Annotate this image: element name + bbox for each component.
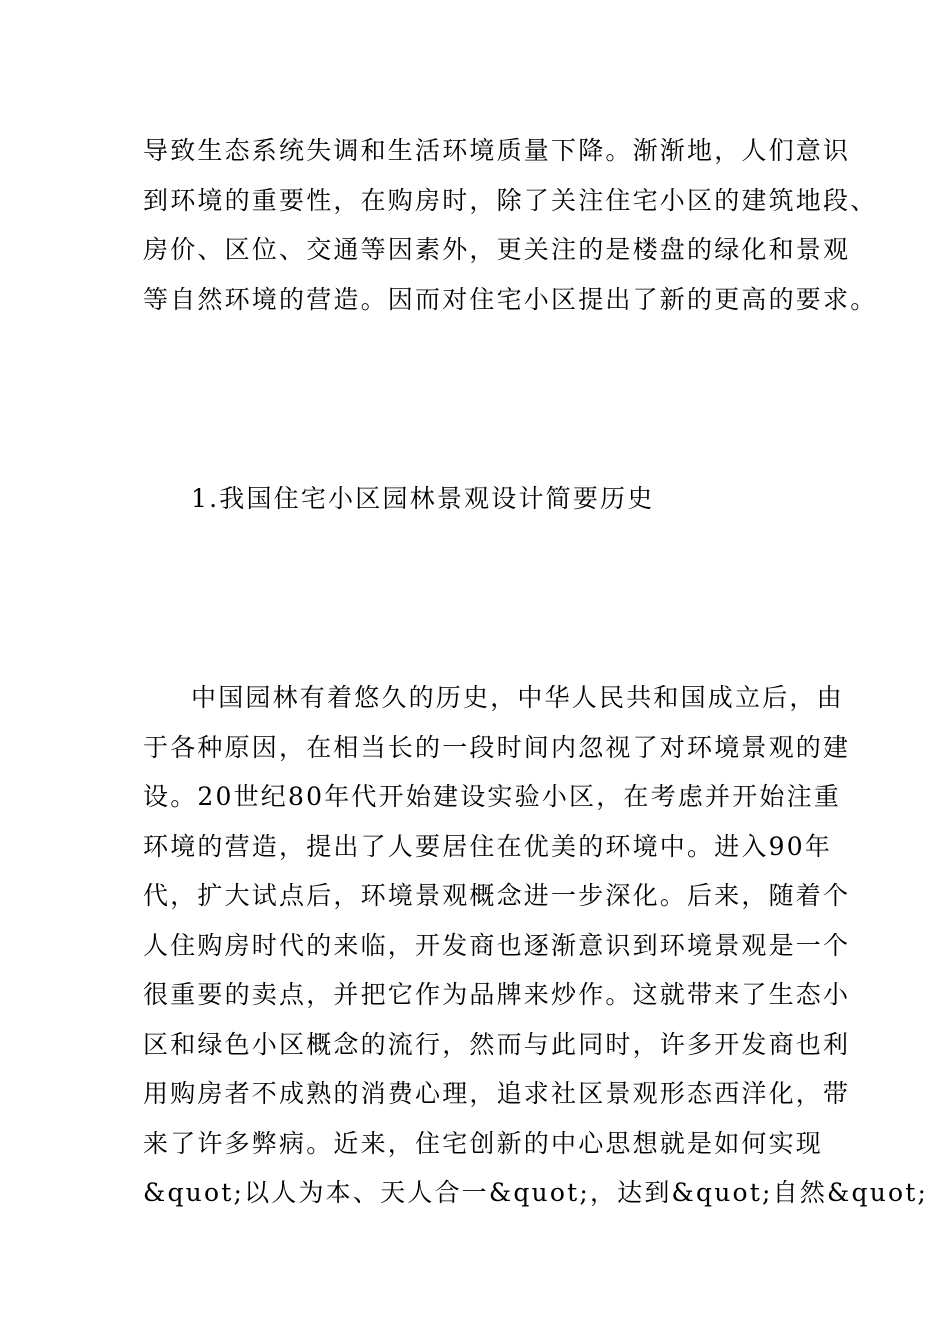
- paragraph-line: 用购房者不成熟的消费心理，追求社区景观形态西洋化，带: [143, 1079, 851, 1108]
- paragraph-line: 于各种原因，在相当长的一段时间内忽视了对环境景观的建: [143, 732, 851, 762]
- paragraph-line: 代，扩大试点后，环境景观概念进一步深化。后来，随着个: [143, 881, 851, 910]
- paragraph-intro: [143, 126, 878, 324]
- paragraph-line: 中国园林有着悠久的历史，中华人民共和国成立后，由: [191, 683, 844, 712]
- paragraph-line: 很重要的卖点，并把它作为品牌来炒作。这就带来了生态小: [143, 980, 851, 1009]
- paragraph-line: 来了许多弊病。近来，住宅创新的中心思想就是如何实现: [143, 1128, 824, 1158]
- paragraph-line: 到环境的重要性，在购房时，除了关注住宅小区的建筑地段、: [143, 185, 878, 215]
- paragraph-line: 环境的营造，提出了人要居住在优美的环境中。进入90年: [143, 831, 833, 861]
- paragraph-line: 设。20世纪80年代开始建设实验小区，在考虑并开始注重: [143, 782, 842, 811]
- paragraph-line: 等自然环境的营造。因而对住宅小区提出了新的更高的要求。: [143, 284, 878, 314]
- paragraph-line: 导致生态系统失调和生活环境质量下降。渐渐地，人们意识: [143, 136, 851, 165]
- paragraph-line: 区和绿色小区概念的流行，然而与此同时，许多开发商也利: [143, 1029, 851, 1059]
- paragraph-line: 人住购房时代的来临，开发商也逐渐意识到环境景观是一个: [143, 930, 851, 960]
- paragraph-history: [143, 673, 929, 1218]
- paragraph-line: 房价、区位、交通等因素外，更关注的是楼盘的绿化和景观: [143, 235, 851, 264]
- section-heading: 1.我国住宅小区园林景观设计简要历史: [191, 484, 655, 513]
- paragraph-line: &quot;以人为本、天人合一&quot;，达到&quot;自然&quot;: [143, 1178, 929, 1207]
